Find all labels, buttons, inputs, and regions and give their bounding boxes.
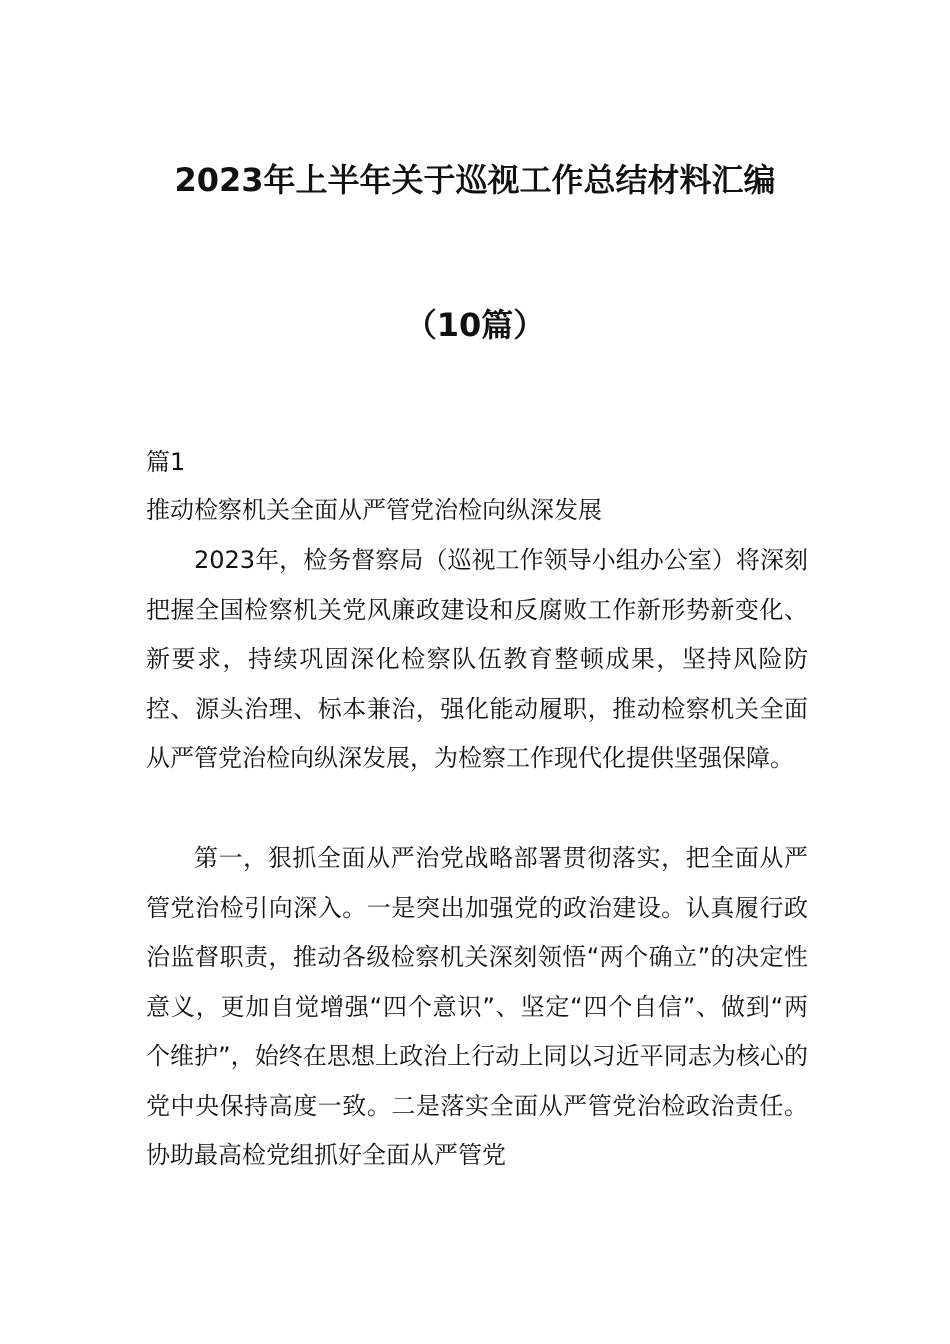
body-paragraph: 2023年，检务督察局（巡视工作领导小组办公室）将深刻把握全国检察机关党风廉政建设和反腐败工作新形势新变化、新要求，持续巩固深化检察队伍教育整顿成果，坚持风险防控、源头治理、标本兼治，强化能动履职，推动检察机关全面从严管党治检向纵深发展，为检察工作现代化提供坚强保障。 xyxy=(146,546,808,772)
document-title-count: （10篇） xyxy=(404,306,546,344)
section-label: 篇1 xyxy=(146,448,186,476)
article-heading: 推动检察机关全面从严管党治检向纵深发展 xyxy=(146,496,602,524)
body-paragraph: 第一，狠抓全面从严治党战略部署贯彻落实，把全面从严管党治检引向深入。一是突出加强党的政治建设。认真履行政治监督职责，推动各级检察机关深刻领悟“两个确立”的决定性意义，更加自觉增强“四个意识”、坚定“四个自信”、做到“两个维护”，始终在思想上政治上行动上同以习近平同志为核心的党中央保持高度一致。二是落实全面从严管党治检政治责任。协助最高检党组抓好全面从严管党 xyxy=(146,844,808,1169)
document-title: 2023年上半年关于巡视工作总结材料汇编 xyxy=(174,161,776,199)
